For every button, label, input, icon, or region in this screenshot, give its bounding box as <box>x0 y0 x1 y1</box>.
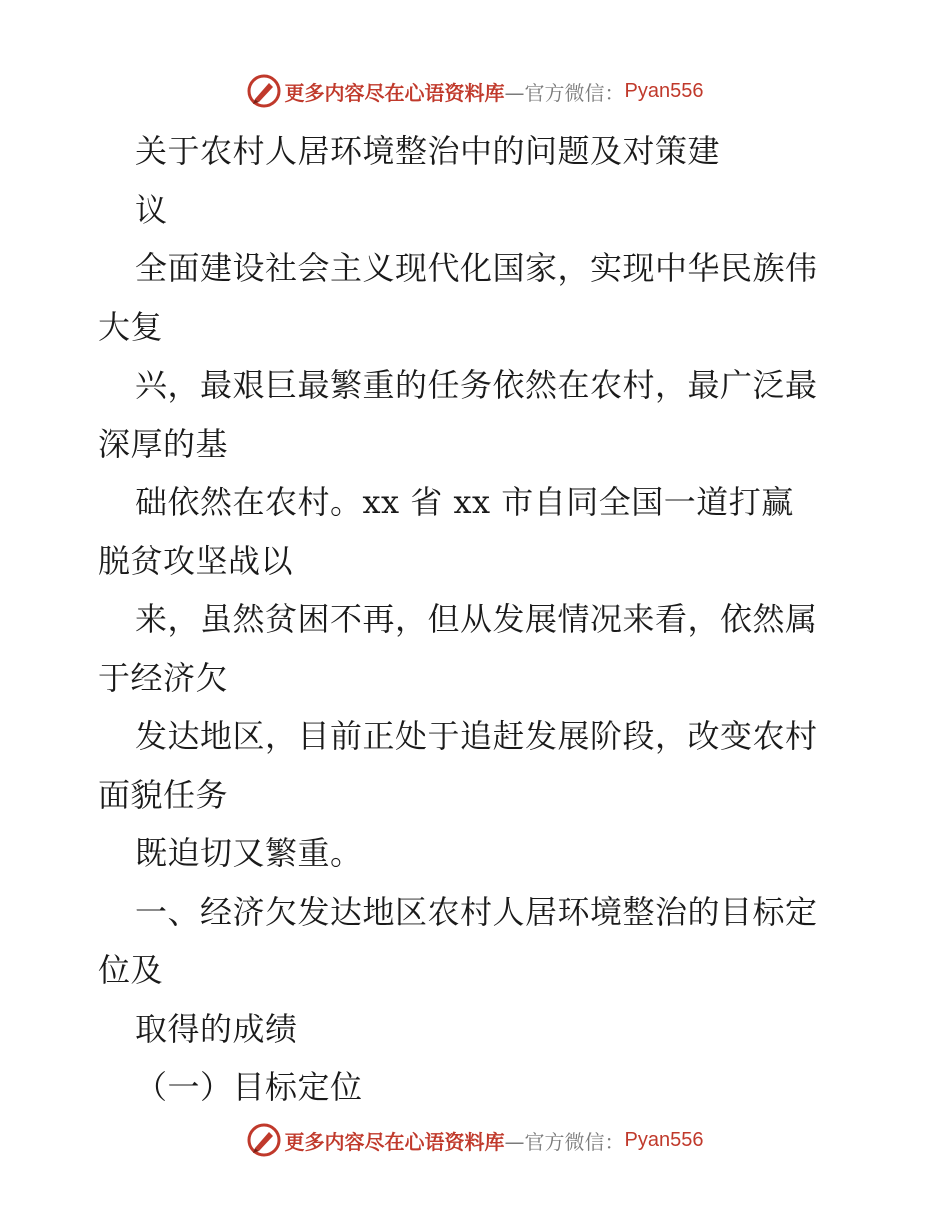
text-line: 来，虽然贫困不再，但从发展情况来看，依然属 <box>135 600 818 638</box>
banner-brand-text: 更多内容尽在心语资料库 <box>284 80 505 105</box>
text-line: 脱贫攻坚战以 <box>98 541 294 580</box>
text-line: 既迫切又繁重。 <box>135 834 363 872</box>
banner-wechat-handle: Pyan556 <box>624 79 704 102</box>
banner-wechat-handle: Pyan556 <box>624 1128 704 1151</box>
text-line: 面貌任务 <box>98 775 229 814</box>
text-line: 于经济欠 <box>98 658 229 697</box>
pen-logo-icon <box>247 74 281 108</box>
text-line: 深厚的基 <box>98 424 229 463</box>
banner-wechat-label: —官方微信： <box>504 80 625 105</box>
text-line: 础依然在农村。xx 省 xx 市自同全国一道打赢 <box>135 483 794 521</box>
text-line: （一）目标定位 <box>135 1068 363 1106</box>
document-body <box>98 122 858 1117</box>
banner-wechat-label: —官方微信： <box>504 1129 625 1154</box>
text-line: 取得的成绩 <box>135 1009 298 1048</box>
text-line: 议 <box>135 190 168 229</box>
text-line: 全面建设社会主义现代化国家，实现中华民族伟 <box>135 249 818 287</box>
text-line: 大复 <box>98 307 164 346</box>
text-line: 兴，最艰巨最繁重的任务依然在农村，最广泛最 <box>135 366 818 404</box>
text-line: 关于农村人居环境整治中的问题及对策建 <box>135 132 721 170</box>
footer-banner <box>0 1120 950 1160</box>
text-line: 一、经济欠发达地区农村人居环境整治的目标定 <box>135 892 818 931</box>
banner-brand-text: 更多内容尽在心语资料库 <box>284 1129 505 1154</box>
header-banner <box>0 71 950 111</box>
text-line: 发达地区，目前正处于追赶发展阶段，改变农村 <box>135 717 818 755</box>
pen-logo-icon <box>247 1123 281 1157</box>
text-line: 位及 <box>98 951 164 989</box>
